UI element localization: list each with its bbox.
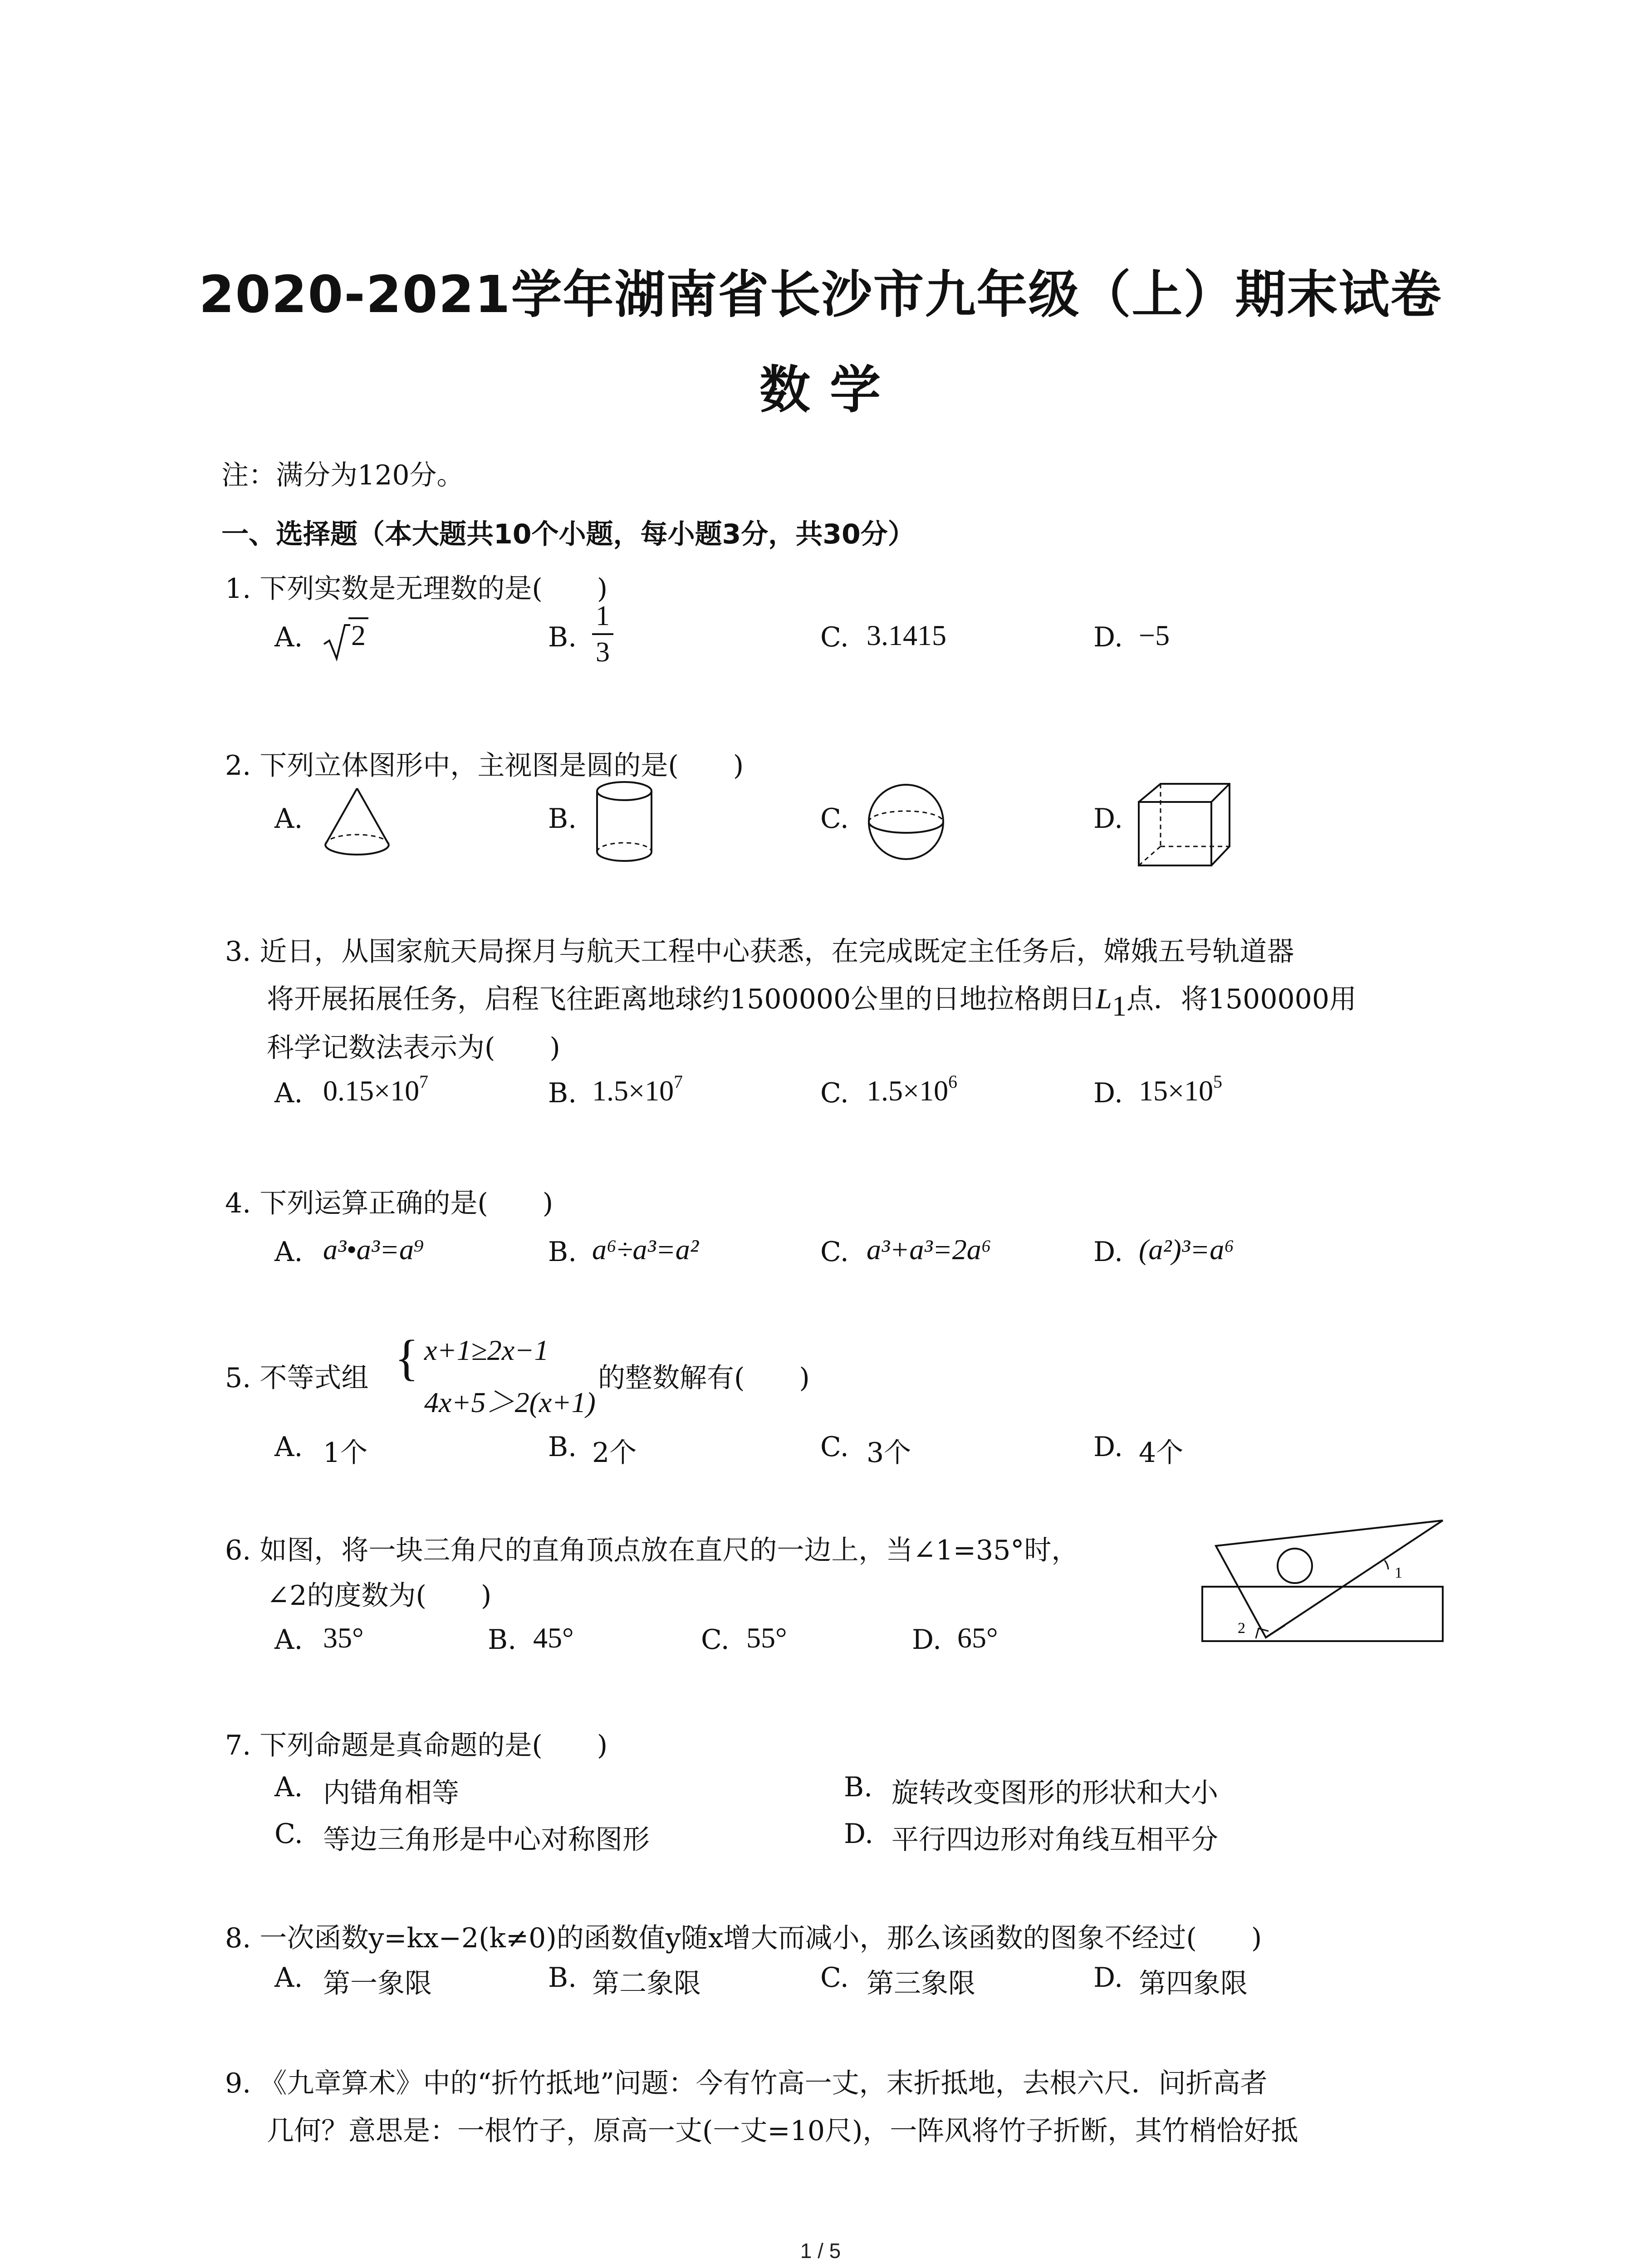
option-label: C. <box>701 1624 730 1656</box>
option-expression <box>323 1074 428 1108</box>
sqrt-expression <box>323 618 368 656</box>
option-expression: a⁶÷a³=a² <box>592 1233 699 1266</box>
lagrange-subscript: 1 <box>1112 990 1127 1022</box>
base: 1.5×10 <box>592 1075 674 1107</box>
radicand: 2 <box>348 617 368 651</box>
base: 0.15×10 <box>323 1075 420 1107</box>
system-line-1: x+1≥2x−1 <box>424 1334 549 1366</box>
option-text: 45° <box>533 1622 574 1654</box>
option-label: A. <box>274 803 303 835</box>
option-label: D. <box>1093 621 1123 653</box>
question-9-line-2: 几何？意思是：一根竹子，原高一丈(一丈=10尺)，一阵风将竹子折断，其竹梢恰好抵 <box>267 2115 1298 2147</box>
option-label: B. <box>548 803 577 835</box>
option-text: 第一象限 <box>323 1968 432 1999</box>
option-text: 1个 <box>323 1437 368 1469</box>
option-label: A. <box>274 1771 303 1803</box>
question-4-stem: 4. 下列运算正确的是( ) <box>225 1188 554 1219</box>
exam-title: 2020-2021学年湖南省长沙市九年级（上）期末试卷 <box>199 265 1442 324</box>
option-label: C. <box>820 1077 849 1109</box>
cube-icon <box>1134 780 1239 871</box>
option-text: 65° <box>957 1622 998 1654</box>
section-heading: 一、选择题（本大题共10个小题，每小题3分，共30分） <box>221 518 915 550</box>
question-7-stem: 7. 下列命题是真命题的是( ) <box>225 1730 608 1761</box>
option-label: A. <box>274 1624 303 1656</box>
sqrt-icon <box>323 623 350 661</box>
option-label: B. <box>548 1236 577 1268</box>
option-label: B. <box>548 1077 577 1109</box>
page-number: 1 / 5 <box>800 2239 841 2263</box>
option-label: D. <box>1093 1077 1123 1109</box>
option-text: 第二象限 <box>592 1968 701 1999</box>
option-label: C. <box>820 1236 849 1268</box>
option-label: D. <box>1093 1962 1123 1994</box>
option-text: 3个 <box>867 1437 911 1469</box>
option-label: A. <box>274 1077 303 1109</box>
option-expression <box>1139 1074 1222 1108</box>
option-text: 35° <box>323 1622 364 1654</box>
option-expression <box>592 1074 683 1108</box>
question-6-line-2: ∠2的度数为( ) <box>267 1580 492 1612</box>
option-label: D. <box>1093 1236 1123 1268</box>
option-label: D. <box>844 1818 874 1850</box>
option-label: D. <box>1093 803 1123 835</box>
option-expression: a³•a³=a⁹ <box>323 1233 424 1266</box>
option-expression <box>867 1074 957 1108</box>
question-3-line-1: 3. 近日，从国家航天局探月与航天工程中心获悉，在完成既定主任务后，嫦娥五号轨道器 <box>225 936 1294 968</box>
exponent: 7 <box>674 1072 683 1092</box>
base: 1.5×10 <box>867 1075 949 1107</box>
fraction <box>592 599 613 670</box>
question-9-line-1: 9. 《九章算术》中的“折竹抵地”问题：今有竹高一丈，末折抵地，去根六尺．问折高者 <box>225 2068 1268 2099</box>
system-line-2: 4x+5＞2(x+1) <box>424 1386 596 1418</box>
base: 15×10 <box>1139 1075 1214 1107</box>
question-3-line-2 <box>267 978 1357 1022</box>
option-text: 内错角相等 <box>323 1777 459 1809</box>
option-label: A. <box>274 621 303 653</box>
option-text: −5 <box>1139 619 1170 651</box>
option-text: 2个 <box>592 1437 637 1469</box>
exponent: 5 <box>1213 1072 1222 1092</box>
subject-title: 数 学 <box>759 361 882 420</box>
exponent: 7 <box>419 1072 428 1092</box>
option-text: 等边三角形是中心对称图形 <box>323 1824 650 1856</box>
option-label: C. <box>820 803 849 835</box>
option-label: C. <box>274 1818 303 1850</box>
option-label: C. <box>820 1962 849 1994</box>
option-text: 旋转改变图形的形状和大小 <box>892 1777 1218 1809</box>
question-8-stem: 8. 一次函数y=kx−2(k≠0)的函数值y随x增大而减小，那么该函数的图象不经过( ) <box>225 1922 1262 1954</box>
question-5-prefix: 5. 不等式组 <box>225 1362 369 1394</box>
option-label: A. <box>274 1431 303 1463</box>
option-label: B. <box>548 1962 577 1994</box>
angle-2-label: 2 <box>1238 1620 1245 1637</box>
fraction-denominator: 3 <box>596 637 610 668</box>
option-expression: a³+a³=2a⁶ <box>867 1233 991 1266</box>
question-3-line-2-text: 将开展拓展任务，启程飞往距离地球约1500000公里的日地拉格朗日 <box>267 983 1096 1015</box>
option-label: C. <box>820 1431 849 1463</box>
option-text: 第四象限 <box>1139 1968 1248 1999</box>
option-label: B. <box>844 1771 873 1803</box>
option-label: B. <box>548 621 577 653</box>
sphere-icon <box>864 780 950 866</box>
option-label: A. <box>274 1236 303 1268</box>
question-5-suffix: 的整数解有( ) <box>598 1362 810 1394</box>
question-1-stem: 1. 下列实数是无理数的是( ) <box>225 573 608 605</box>
fraction-numerator: 1 <box>592 599 613 635</box>
question-3-line-2-end: 点．将1500000用 <box>1126 983 1357 1015</box>
cylinder-icon <box>590 779 662 865</box>
question-2-stem: 2. 下列立体图形中，主视图是圆的是( ) <box>225 750 744 782</box>
angle-1-label: 1 <box>1395 1564 1402 1581</box>
option-label: B. <box>488 1624 517 1656</box>
exponent: 6 <box>948 1072 957 1092</box>
option-label: D. <box>1093 1431 1123 1463</box>
lagrange-symbol: L <box>1096 982 1112 1015</box>
question-3-line-3: 科学记数法表示为( ) <box>267 1032 560 1064</box>
option-label: A. <box>274 1962 303 1994</box>
cone-icon <box>320 785 397 862</box>
triangle-ruler-figure <box>1198 1515 1452 1647</box>
option-text: 4个 <box>1139 1437 1184 1469</box>
option-text: 3.1415 <box>867 619 946 651</box>
left-brace: { <box>395 1330 419 1385</box>
option-label: C. <box>820 621 849 653</box>
option-label: D. <box>912 1624 942 1656</box>
score-note: 注：满分为120分。 <box>221 459 464 491</box>
option-expression: (a²)³=a⁶ <box>1139 1233 1234 1266</box>
option-text: 平行四边形对角线互相平分 <box>892 1824 1218 1856</box>
question-6-line-1: 6. 如图，将一块三角尺的直角顶点放在直尺的一边上，当∠1=35°时， <box>225 1535 1079 1566</box>
option-text: 55° <box>746 1622 787 1654</box>
option-label: B. <box>548 1431 577 1463</box>
option-text: 第三象限 <box>867 1968 975 1999</box>
